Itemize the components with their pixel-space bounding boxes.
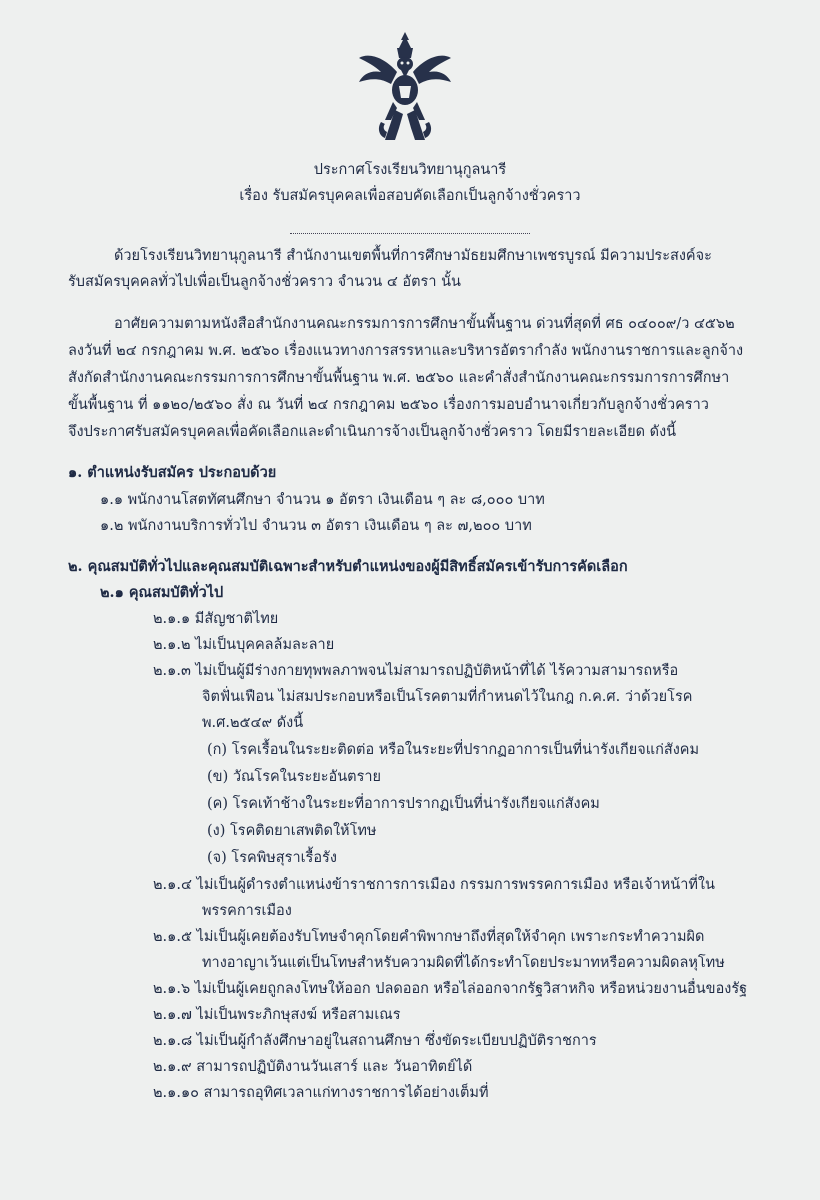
disease-item-a: (ก) โรคเรื้อนในระยะติดต่อ หรือในระยะที่ปรากฏอาการเป็นที่น่ารังเกียจแก่สังคม	[207, 742, 700, 758]
qualification-2-1-4-line-1: ๒.๑.๔ ไม่เป็นผู้ดำรงตำแหน่งข้าราชการการเมือง กรรมการพรรคการเมือง หรือเจ้าหน้าที่ใน	[153, 877, 715, 893]
disease-item-b: (ข) วัณโรคในระยะอันตราย	[207, 769, 382, 785]
qualification-2-1-7: ๒.๑.๗ ไม่เป็นพระภิกษุสงฆ์ หรือสามเณร	[153, 1007, 401, 1023]
qualification-2-1-5-line-1: ๒.๑.๕ ไม่เป็นผู้เคยต้องรับโทษจำคุกโดยคำพิพากษาถึงที่สุดให้จำคุก เพราะกระทำความผิด	[153, 929, 705, 945]
qualification-2-1-8: ๒.๑.๘ ไม่เป็นผู้กำลังศึกษาอยู่ในสถานศึกษา ซึ่งขัดระเบียบปฏิบัติราชการ	[153, 1033, 597, 1049]
disease-item-e: (จ) โรคพิษสุราเรื้อรัง	[207, 850, 337, 866]
qualification-2-1-6: ๒.๑.๖ ไม่เป็นผู้เคยถูกลงโทษให้ออก ปลดออก หรือไล่ออกจากรัฐวิสาหกิจ หรือหน่วยงานอื่นของรัฐ	[153, 981, 748, 997]
announcement-title: ประกาศโรงเรียนวิทยานุกูลนารี	[313, 162, 507, 178]
intro-paragraph-2-line-3: สังกัดสำนักงานคณะกรรมการการศึกษาขั้นพื้นฐาน พ.ศ. ๒๕๖๐ และคำสั่งสำนักงานคณะกรรมการการศึกษา	[68, 370, 730, 386]
intro-paragraph-2-line-5: จึงประกาศรับสมัครบุคคลเพื่อคัดเลือกและดำเนินการจ้างเป็นลูกจ้างชั่วคราว โดยมีรายละเอียด ดังนี้	[68, 424, 677, 440]
position-item-2: ๑.๒ พนักงานบริการทั่วไป จำนวน ๓ อัตรา เงินเดือน ๆ ละ ๗,๒๐๐ บาท	[100, 518, 532, 534]
qualification-2-1-3-line-3: พ.ศ.๒๕๔๙ ดังนี้	[202, 715, 304, 731]
qualification-2-1-3-line-2: จิตฟั่นเฟือน ไม่สมประกอบหรือเป็นโรคตามที่กำหนดไว้ในกฎ ก.ค.ศ. ว่าด้วยโรค	[202, 689, 693, 705]
position-item-1: ๑.๑ พนักงานโสตทัศนศึกษา จำนวน ๑ อัตรา เงินเดือน ๆ ละ ๘,๐๐๐ บาท	[100, 492, 545, 508]
announcement-subject: เรื่อง รับสมัครบุคคลเพื่อสอบคัดเลือกเป็นลูกจ้างชั่วคราว	[239, 188, 581, 204]
intro-paragraph-2-line-2: ลงวันที่ ๒๔ กรกฎาคม พ.ศ. ๒๕๖๐ เรื่องแนวทางการสรรหาและบริหารอัตรากำลัง พนักงานราชการและลูกจ้าง	[68, 343, 744, 359]
qualification-2-1-4-line-2: พรรคการเมือง	[202, 903, 292, 919]
qualification-2-1-10: ๒.๑.๑๐ สามารถอุทิศเวลาแก่ทางราชการได้อย่างเต็มที่	[153, 1085, 489, 1101]
section-2-heading: ๒. คุณสมบัติทั่วไปและคุณสมบัติเฉพาะสำหรับตำแหน่งของผู้มีสิทธิ์สมัครเข้ารับการคัดเลือก	[68, 558, 628, 575]
disease-item-d: (ง) โรคติดยาเสพติดให้โทษ	[207, 823, 377, 839]
garuda-emblem-icon	[355, 28, 455, 148]
qualification-2-1-1: ๒.๑.๑ มีสัญชาติไทย	[153, 611, 279, 627]
qualification-2-1-9: ๒.๑.๙ สามารถปฏิบัติงานวันเสาร์ และ วันอาทิตย์ได้	[153, 1059, 473, 1075]
intro-paragraph-1-line-1: ด้วยโรงเรียนวิทยานุกูลนารี สำนักงานเขตพื้นที่การศึกษามัธยมศึกษาเพชรบูรณ์ มีความประสงค์จะ	[114, 248, 712, 264]
qualification-2-1-3-line-1: ๒.๑.๓ ไม่เป็นผู้มีร่างกายทุพพลภาพจนไม่สามารถปฏิบัติหน้าที่ได้ ไร้ความสามารถหรือ	[153, 663, 679, 679]
intro-paragraph-2-line-4: ขั้นพื้นฐาน ที่ ๑๑๒๐/๒๕๖๐ สั่ง ณ วันที่ ๒๔ กรกฎาคม ๒๕๖๐ เรื่องการมอบอำนาจเกี่ยวกับลูกจ้างชั่วคราว	[68, 397, 709, 413]
title-separator	[290, 233, 530, 234]
section-2-1-heading: ๒.๑ คุณสมบัติทั่วไป	[100, 584, 224, 601]
section-1-heading: ๑. ตำแหน่งรับสมัคร ประกอบด้วย	[68, 464, 277, 481]
qualification-2-1-2: ๒.๑.๒ ไม่เป็นบุคคลล้มละลาย	[153, 637, 335, 653]
intro-paragraph-1-line-2: รับสมัครบุคคลทั่วไปเพื่อเป็นลูกจ้างชั่วคราว จำนวน ๔ อัตรา นั้น	[68, 274, 461, 290]
intro-paragraph-2-line-1: อาศัยความตามหนังสือสำนักงานคณะกรรมการการศึกษาขั้นพื้นฐาน ด่วนที่สุดที่ ศธ ๐๔๐๐๙/ว ๔๕๖๒	[114, 316, 735, 332]
disease-item-c: (ค) โรคเท้าช้างในระยะที่อาการปรากฏเป็นที่น่ารังเกียจแก่สังคม	[207, 796, 600, 812]
qualification-2-1-5-line-2: ทางอาญาเว้นแต่เป็นโทษสำหรับความผิดที่ได้กระทำโดยประมาทหรือความผิดลหุโทษ	[202, 955, 725, 971]
